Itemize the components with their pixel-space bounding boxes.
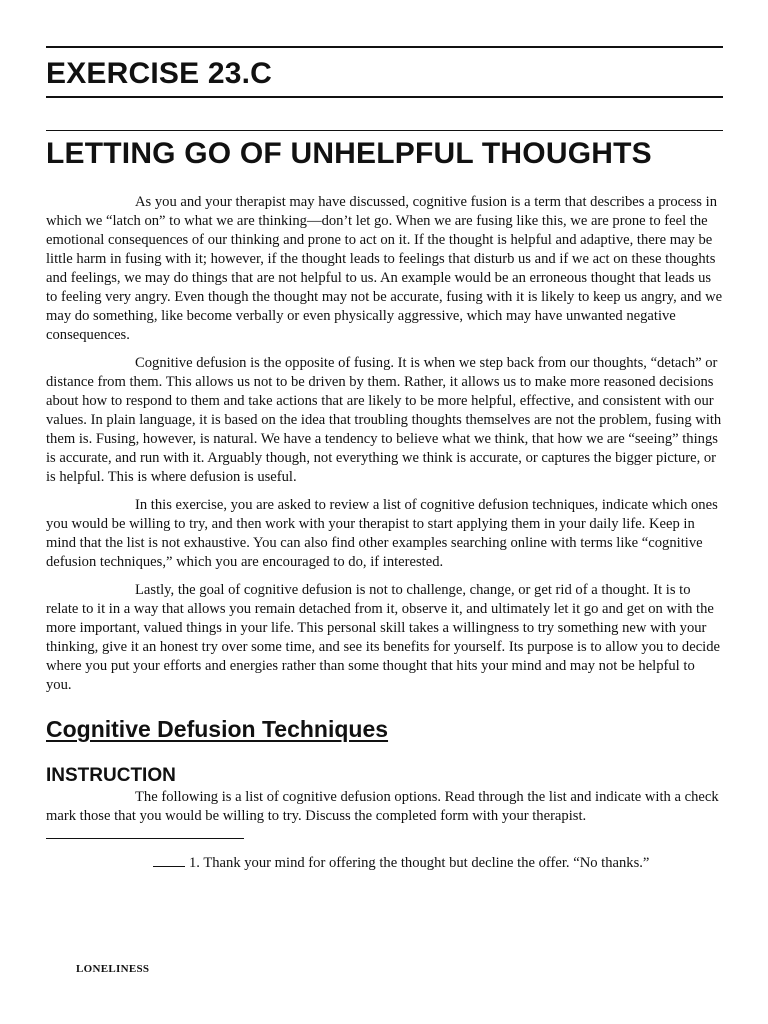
footer-label: LONELINESS <box>76 963 150 975</box>
paragraph: Cognitive defusion is the opposite of fusing. It is when we step back from our thoughts, “detach” or distance from them. This allows us not to be driven by them. Rather, it allows us to make more reasoned decisions about how to respond to them and take actions that are likely to be more helpful, effective, and consistent with our values. In plain language, it is based on the idea that troubling thoughts themselves are not the problem, fusing with them is. Fusing, however, is natural. We have a tendency to believe what we think, that how we are “seeing” things is accurate, and run with it. Arguably though, not everything we think is accurate, or captures the bigger picture, or is helpful. This is where defusion is useful. <box>46 355 722 485</box>
paragraph: As you and your therapist may have discussed, cognitive fusion is a term that describes a process in which we “latch on” to what we are thinking—don’t let go. When we are fusing like this, we are prone to feel the emotional consequences of our thinking and prone to act on it. If the thought is helpful and adaptive, there may be little harm in fusing with it; however, if the thought leads to feelings that disturb us and if we act on these thoughts and feelings, we may do things that are not helpful to us. An example would be an erroneous thought that leads us to feeling very angry. Even though the thought may not be accurate, fusing with it is likely to keep us angry, and we may do something, like become verbally or even physically aggressive, which may have unwanted negative consequences. <box>46 194 723 343</box>
checkbox-line[interactable] <box>153 854 185 867</box>
paragraph: Lastly, the goal of cognitive defusion is not to challenge, change, or get rid of a thought. It is to relate to it in a way that allows you remain detached from it, observe it, and ultimately let it go and get on with the more important, valued things in your life. This personal skill takes a willingness to try something new with your thinking, give it an honest try over some time, and see its benefits for yourself. Its purpose is to allow you to decide where you put your efforts and energies rather than some thought that hits your mind and may not be helpful to you. <box>46 582 721 693</box>
item-text: 1. Thank your mind for offering the thought but decline the offer. “No thanks.” <box>189 855 650 871</box>
instruction-text <box>46 788 723 845</box>
page-title: LETTING GO OF UNHELPFUL THOUGHTS <box>46 137 652 170</box>
body-text <box>46 193 723 695</box>
paragraph: In this exercise, you are asked to review a list of cognitive defusion techniques, indicate which ones you would be willing to try, and then work with your therapist to start applying them in your daily life. Keep in mind that the list is not exhaustive. You can also find other examples searching online with terms like “cognitive defusion techniques,” which you are encouraged to do, if interested. <box>46 497 718 570</box>
exercise-rule <box>46 96 723 98</box>
list-item <box>153 854 723 873</box>
therapist-signature-line[interactable] <box>46 826 244 839</box>
section-title: Cognitive Defusion Techniques <box>46 716 389 742</box>
instruction-text-content: The following is a list of cognitive defusion options. Read through the list and indicate with a check mark those that you would be willing to try. Discuss the completed form with your therapist. <box>46 789 719 824</box>
page <box>46 0 723 873</box>
exercise-number: EXERCISE 23.C <box>46 57 273 90</box>
instruction-heading: INSTRUCTION <box>46 765 176 786</box>
